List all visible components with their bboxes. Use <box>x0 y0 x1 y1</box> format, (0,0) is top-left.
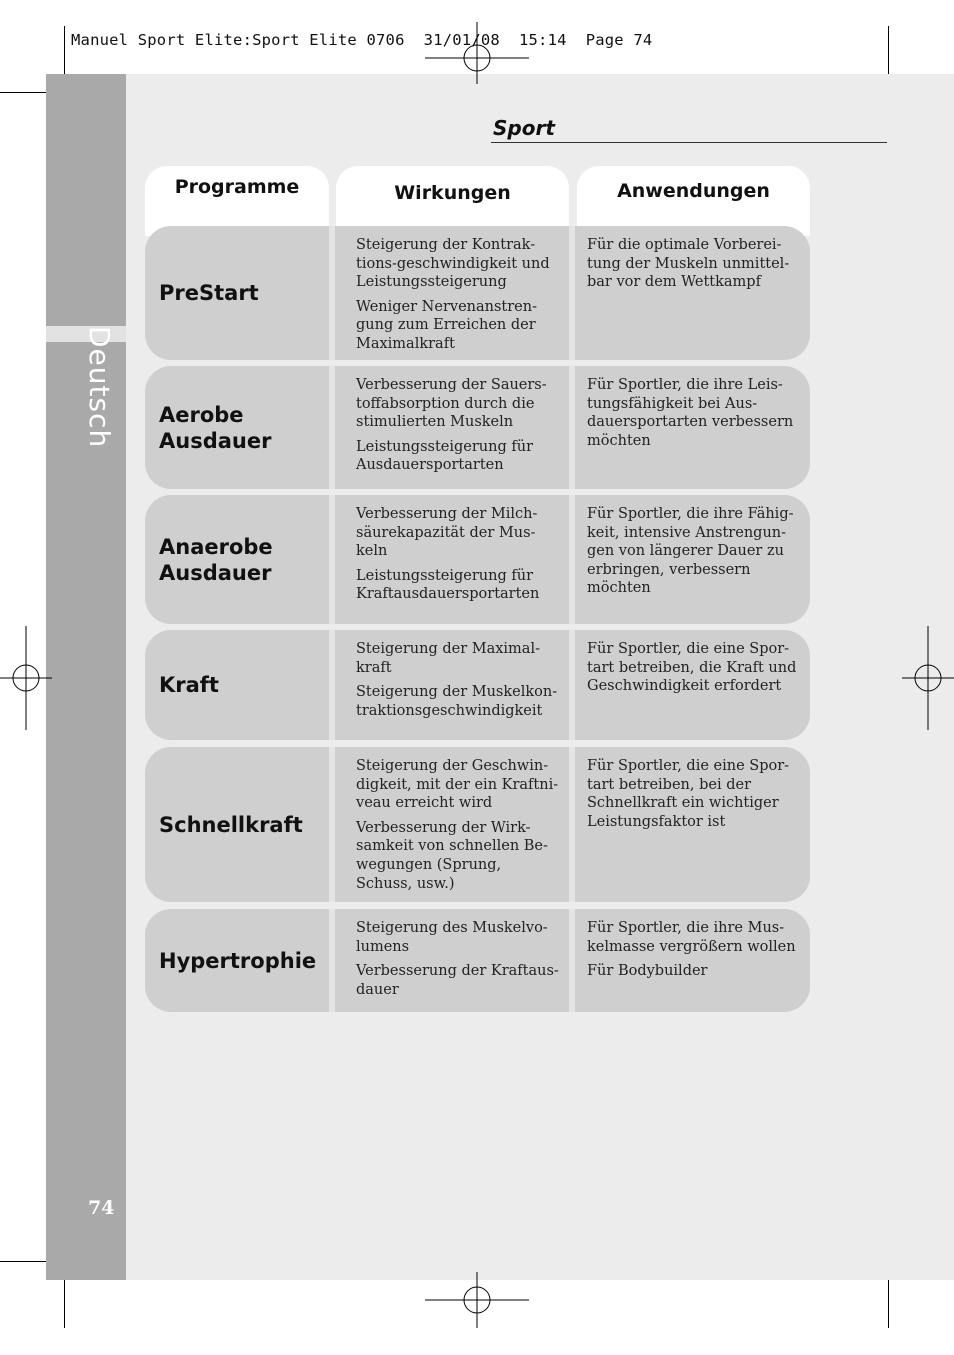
crop-mark <box>64 1276 65 1328</box>
effects-cell <box>356 640 571 726</box>
program-name: Hypertrophie <box>159 948 317 973</box>
crop-mark <box>888 1276 889 1328</box>
header-programme-label: Programme <box>174 176 300 198</box>
registration-mark-left-icon <box>0 626 52 730</box>
use-text: Für Sportler, die ihre Leis- tungsfähigkeit bei Aus- dauersportarten verbessern möchten <box>587 377 794 449</box>
effects-cell <box>356 505 571 610</box>
effect-text: Weniger Nervenanstren- gung zum Erreichen der Maximalkraft <box>356 298 537 352</box>
crop-mark <box>64 26 65 78</box>
side-bar <box>46 74 126 1280</box>
crop-mark <box>888 26 889 78</box>
registration-mark-right-icon <box>902 626 954 730</box>
table-row <box>145 909 810 1012</box>
use-text: Für Sportler, die eine Spor- tart betreiben, bei der Schnellkraft ein wichtiger Leistungsfaktor ist <box>587 758 790 830</box>
table-row <box>145 226 810 360</box>
uses-cell <box>587 505 805 604</box>
effect-text: Verbesserung der Sauers- toffabsorption durch die stimulierten Muskeln <box>356 377 547 431</box>
uses-cell <box>587 376 805 456</box>
program-name: PreStart <box>159 281 259 305</box>
table-row <box>145 630 810 740</box>
program-name-text: Anaerobe Ausdauer <box>159 534 273 585</box>
section-divider <box>491 142 887 143</box>
use-text: Für die optimale Vorberei- tung der Muskeln unmittel- bar vor dem Wettkampf <box>587 237 790 291</box>
effects-cell <box>356 919 571 1005</box>
effects-cell <box>356 757 571 899</box>
effect-text: Steigerung der Kontrak- tions-geschwindigkeit und Leistungssteigerung <box>356 237 550 291</box>
use-text: Für Sportler, die eine Spor- tart betreiben, die Kraft und Geschwindigkeit erfordert <box>587 641 797 695</box>
effect-text: Leistungssteigerung für Kraftausdauersportarten <box>356 567 540 603</box>
program-name-text: Aerobe Ausdauer <box>159 402 272 453</box>
header-anwendungen-label: Anwendungen <box>617 180 770 202</box>
registration-mark-bottom-icon <box>425 1272 529 1328</box>
effect-text: Steigerung der Geschwin- digkeit, mit der ein Kraftni- veau erreicht wird <box>356 758 559 812</box>
effect-text: Verbesserung der Wirk- samkeit von schnellen Be- wegungen (Sprung, Schuss, usw.) <box>356 819 548 892</box>
effect-text: Steigerung des Muskelvo- lumens <box>356 920 548 955</box>
print-slug: Manuel Sport Elite:Sport Elite 0706 31/01/08 15:14 Page 74 <box>71 31 653 49</box>
program-name <box>159 495 334 624</box>
program-name <box>159 366 334 489</box>
uses-cell <box>587 236 805 298</box>
language-tab-label: Deutsch <box>83 326 116 449</box>
program-name: Schnellkraft <box>159 812 303 837</box>
uses-cell <box>587 757 805 837</box>
table-row <box>145 747 810 902</box>
section-title: Sport <box>493 116 555 140</box>
header-wirkungen-label: Wirkungen <box>394 182 511 204</box>
table-row <box>145 495 810 624</box>
use-text: Für Sportler, die ihre Mus- kelmasse vergrößern wollen <box>587 920 796 955</box>
effect-text: Steigerung der Maximal- kraft <box>356 641 540 676</box>
crop-mark <box>0 1261 52 1262</box>
crop-mark <box>0 92 52 93</box>
effect-text: Steigerung der Muskelkon- traktionsgeschwindigkeit <box>356 684 558 719</box>
table-row <box>145 366 810 489</box>
effect-text: Verbesserung der Milch- säurekapazität der Mus- keln <box>356 506 538 560</box>
effects-cell <box>356 376 571 481</box>
effect-text: Verbesserung der Kraftaus- dauer <box>356 963 559 998</box>
use-text: Für Bodybuilder <box>587 963 708 980</box>
uses-cell <box>587 919 805 987</box>
effects-cell <box>356 236 571 360</box>
registration-mark-top-icon <box>425 22 529 84</box>
page-number: 74 <box>88 1197 115 1219</box>
program-name: Kraft <box>159 673 219 697</box>
effect-text: Leistungssteigerung für Ausdauersportarten <box>356 438 534 474</box>
uses-cell <box>587 640 805 702</box>
use-text: Für Sportler, die ihre Fähig- keit, intensive Anstrengun- gen von längerer Dauer zu erbringen, verbessern möchten <box>587 506 794 597</box>
